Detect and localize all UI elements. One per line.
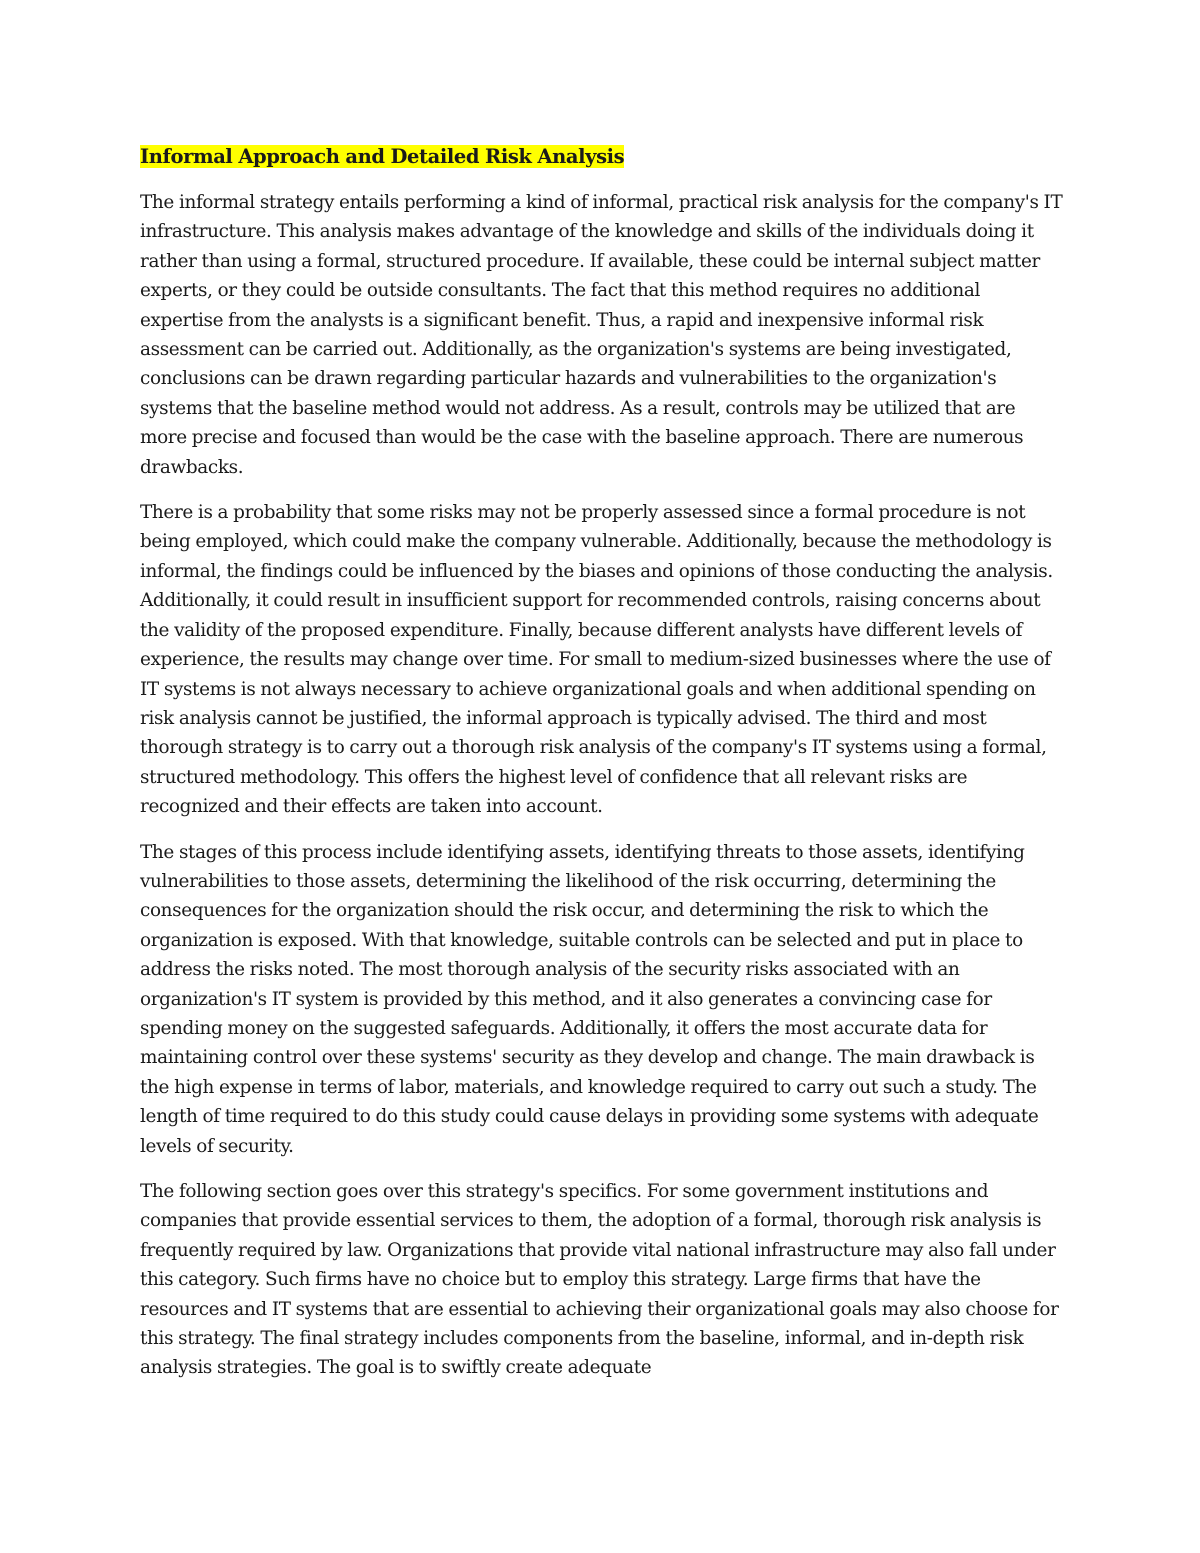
paragraph-4: The following section goes over this strategy's specifics. For some government institutions and companies that provide essential services to them, the adoption of a formal, thorough risk analysis is frequently required by law. Organizations that provide vital national infrastructure may also fall under this category. Such firms have no choice but to employ this strategy. Large firms that have the resources and IT systems that are essential to achieving their organizational goals may also choose for this strategy. The final strategy includes components from the baseline, informal, and in-depth risk analysis strategies. The goal is to swiftly create adequate xyxy=(140,1181,1059,1379)
paragraph-3: The stages of this process include identifying assets, identifying threats to those assets, identifying vulnerabilities to those assets, determining the likelihood of the risk occurring, determining the consequences for the organization should the risk occur, and determining the risk to which the organization is exposed. With that knowledge, suitable controls can be selected and put in place to address the risks noted. The most thorough analysis of the security risks associated with an organization's IT system is provided by this method, and it also generates a convincing case for spending money on the suggested safeguards. Additionally, it offers the most accurate data for maintaining control over these systems' security as they develop and change. The main drawback is the high expense in terms of labor, materials, and knowledge required to carry out such a study. The length of time required to do this study could cause delays in providing some systems with adequate levels of security. xyxy=(140,841,1039,1157)
document-body xyxy=(140,142,1065,1399)
section-heading xyxy=(140,142,1065,172)
section-heading-text: Informal Approach and Detailed Risk Analysis xyxy=(140,145,625,168)
paragraph-1: The informal strategy entails performing a kind of informal, practical risk analysis for the company's IT infrastructure. This analysis makes advantage of the knowledge and skills of the individuals doing it rather than using a formal, structured procedure. If available, these could be internal subject matter experts, or they could be outside consultants. The fact that this method requires no additional expertise from the analysts is a significant benefit. Thus, a rapid and inexpensive informal risk assessment can be carried out. Additionally, as the organization's systems are being investigated, conclusions can be drawn regarding particular hazards and vulnerabilities to the organization's systems that the baseline method would not address. As a result, controls may be utilized that are more precise and focused than would be the case with the baseline approach. There are numerous drawbacks. xyxy=(140,192,1063,478)
paragraph-2: There is a probability that some risks may not be properly assessed since a formal procedure is not being employed, which could make the company vulnerable. Additionally, because the methodology is informal, the findings could be influenced by the biases and opinions of those conducting the analysis. Additionally, it could result in insufficient support for recommended controls, raising concerns about the validity of the proposed expenditure. Finally, because different analysts have different levels of experience, the results may change over time. For small to medium-sized businesses where the use of IT systems is not always necessary to achieve organizational goals and when additional spending on risk analysis cannot be justified, the informal approach is typically advised. The third and most thorough strategy is to carry out a thorough risk analysis of the company's IT systems using a formal, structured methodology. This offers the highest level of confidence that all relevant risks are recognized and their effects are taken into account. xyxy=(140,502,1053,818)
